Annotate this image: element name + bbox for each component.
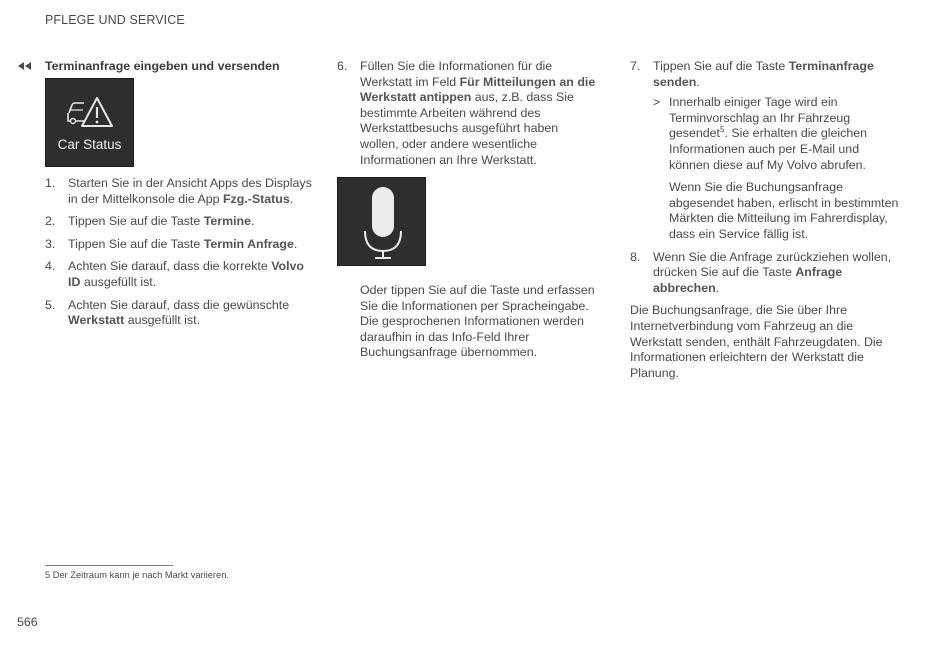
footnote-divider bbox=[45, 565, 173, 566]
car-warning-icon bbox=[66, 95, 114, 129]
step-number: 6. bbox=[337, 59, 348, 73]
step-bold: Terminanfrage senden bbox=[653, 59, 874, 89]
step-text: Füllen Sie die Informationen für die Werkstatt im Feld bbox=[360, 59, 553, 89]
list-item bbox=[45, 176, 313, 207]
list-item bbox=[630, 250, 900, 297]
step-text-end: ausgefüllt ist. bbox=[80, 274, 157, 289]
step-text: Wenn Sie die Anfrage zurückziehen wollen, drücken Sie auf die Taste bbox=[653, 249, 892, 280]
step-number: 4. bbox=[45, 259, 56, 274]
step-text-end: ausgefüllt ist. bbox=[124, 313, 201, 328]
double-left-arrow-icon[interactable] bbox=[17, 59, 33, 73]
steps-column-2 bbox=[337, 59, 599, 175]
closing-paragraph: Die Buchungsanfrage, die Sie über Ihre Internetverbindung vom Fahrzeug an die Werkstatt senden, enthält Fahrzeugdaten. Die Informationen erleichtern der Werkstatt die Planung. bbox=[630, 303, 883, 380]
list-item bbox=[45, 214, 313, 230]
step-text: Tippen Sie auf die Taste bbox=[653, 59, 789, 73]
steps-column-3 bbox=[630, 59, 900, 381]
microphone-icon bbox=[360, 185, 406, 261]
step-text-end: . bbox=[696, 74, 700, 89]
step-bold: Termine bbox=[203, 214, 251, 229]
section-title: Terminanfrage eingeben und versenden bbox=[45, 59, 280, 73]
list-item bbox=[45, 259, 313, 290]
step-number: 3. bbox=[45, 236, 56, 251]
step-bold: Für Mitteilungen an die Werkstatt antippen bbox=[360, 74, 596, 105]
step-text-end: aus, z.B. dass Sie bestimmte Arbeiten während des Werkstattbesuchs ausgeführt haben wollen, oder andere wesentliche Informationen an Ihre Werkstatt. bbox=[360, 90, 574, 167]
footnote-reference: 5 bbox=[719, 125, 725, 135]
step-number: 7. bbox=[630, 59, 641, 73]
page-number: 566 bbox=[17, 615, 38, 629]
result-text-end: . Sie erhalten die gleichen Informationen auch per E-Mail und können diese auf My Volvo abrufen. bbox=[669, 126, 868, 172]
step-text: Tippen Sie auf die Taste bbox=[68, 214, 204, 229]
list-item bbox=[45, 298, 313, 329]
steps-column-1 bbox=[45, 176, 313, 336]
list-item bbox=[337, 59, 599, 168]
step-text: Achten Sie darauf, dass die korrekte bbox=[68, 259, 272, 274]
step-text-end: . bbox=[293, 236, 298, 251]
voice-input-tile[interactable] bbox=[337, 177, 426, 266]
footnote bbox=[45, 568, 229, 584]
step-text-end: . bbox=[715, 280, 720, 295]
step-number: 2. bbox=[45, 214, 56, 229]
step-text-end: . bbox=[289, 191, 294, 206]
step-number: 5. bbox=[45, 297, 56, 312]
step-text: Achten Sie darauf, dass die gewünschte bbox=[68, 297, 290, 312]
step-bold: Fzg.-Status bbox=[222, 191, 290, 206]
step-number: 1. bbox=[45, 176, 56, 190]
footnote-text: Der Zeitraum kann je nach Markt variieren. bbox=[52, 570, 229, 580]
car-status-tile bbox=[45, 78, 134, 167]
step-text: Tippen Sie auf die Taste bbox=[68, 236, 204, 251]
footnote-mark: 5 bbox=[45, 570, 51, 580]
step-text: Starten Sie in der Ansicht Apps des Displays in der Mittelkonsole die App bbox=[68, 176, 312, 206]
step-bold: Termin Anfrage bbox=[203, 236, 294, 251]
step-text-end: . bbox=[250, 214, 255, 229]
list-item bbox=[630, 59, 900, 90]
step-bold: Werkstatt bbox=[68, 313, 125, 328]
list-item bbox=[45, 237, 313, 253]
step-bold: Volvo ID bbox=[68, 259, 305, 289]
note-text: Wenn Sie die Buchungsanfrage abgesendet haben, erlischt in bestimmten Märkten die Mitteilung im Fahrerdisplay, dass ein Service fällig ist. bbox=[669, 180, 899, 241]
result-arrow: > bbox=[653, 95, 661, 110]
tile-label: Car Status bbox=[57, 137, 122, 152]
result-text: Innerhalb einiger Tage wird ein Terminvorschlag an Ihr Fahrzeug gesendet bbox=[669, 95, 851, 141]
page-header: PFLEGE UND SERVICE bbox=[45, 13, 185, 27]
result-item bbox=[630, 95, 900, 173]
step-number: 8. bbox=[630, 249, 641, 264]
voice-input-text: Oder tippen Sie auf die Taste und erfassen Sie die Informationen per Spracheingabe. Die gesprochenen Informationen werden daraufhin in das Info-Feld Ihrer Buchungsanfrage übernommen. bbox=[360, 283, 595, 360]
step-bold: Anfrage abbrechen bbox=[653, 265, 843, 295]
